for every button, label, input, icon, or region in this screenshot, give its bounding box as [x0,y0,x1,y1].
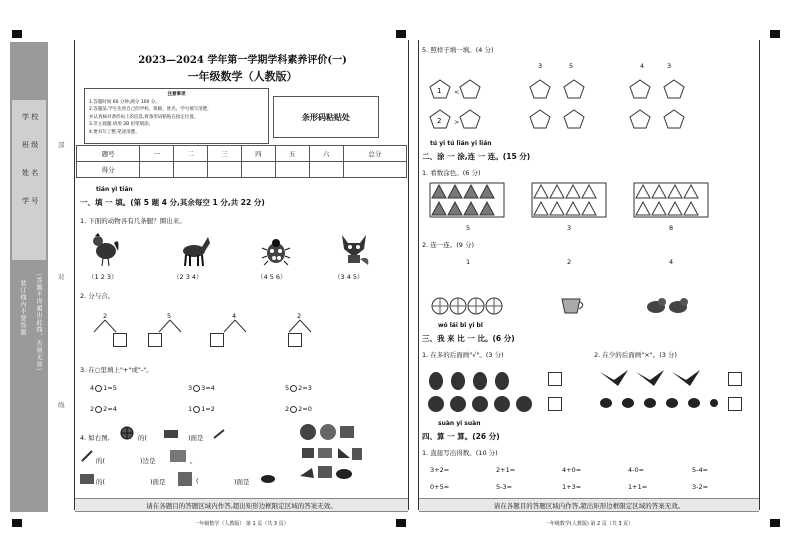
answer-circle[interactable] [290,385,297,392]
bead-icon [260,474,276,484]
horse-icon [178,235,210,267]
calc-item[interactable]: 5-3= [496,483,513,491]
apple-row-icon [426,394,542,414]
score-header-cell: 四 [241,146,275,162]
calc-item[interactable]: 1+1= [628,483,648,491]
score-header-cell: 二 [174,146,208,162]
barcode-area: 条形码粘贴处 [273,96,379,138]
calc-item[interactable]: 3+2= [430,466,450,474]
calc-item[interactable]: 0+5= [430,483,450,491]
score-header-cell: 六 [309,146,343,162]
q4-line3: 的( [96,478,106,486]
score-cell[interactable] [343,162,406,178]
page2-warning: 请在各题目的答题区域内作答,超出矩形边框限定区域的答案无效。 [419,498,759,512]
q3-text: 3. 在○里填上"+"或"-"。 [80,366,153,374]
shuttlecock-icon [170,450,186,462]
answer-circle[interactable] [290,406,297,413]
book-icon [80,474,94,484]
q4-line3: )面是 [234,478,250,486]
color-count: 5 [466,224,471,232]
name-label: 姓 名 [22,169,39,177]
split-lines [90,320,120,334]
split-lines [155,320,185,334]
section2-title: 二、涂 一 涂,连 一 连。(15 分) [422,152,531,161]
answer-box[interactable] [210,333,224,347]
score-header-cell: 题号 [77,146,140,162]
p2q1-text: 1. 看数涂色。(6 分) [422,169,481,177]
calc-item[interactable]: 3-2= [692,483,709,491]
score-header-cell: 总分 [343,146,406,162]
svg-text:2: 2 [437,117,442,125]
split-top: 2 [103,312,108,320]
calc-item[interactable]: 1+3= [562,483,582,491]
pencil-icon [212,428,226,440]
notice-title: 注意事项 [167,92,186,97]
page1-warning: 请在各题目的答题区域内作答,超出矩形边框限定区域的答案无效。 [75,498,408,512]
binding-note-2: 装订线内不要答题 [19,280,26,336]
q4-line3: )面是 [150,478,166,486]
q4-line3: ( [196,477,199,485]
rooster-icon [90,233,120,267]
registration-mark [12,519,22,527]
score-header-cell: 一 [140,146,174,162]
calc-item[interactable]: 2+1= [496,466,516,474]
q3-item: 4 1=5 [90,384,117,392]
registration-mark [770,519,780,527]
q5-text: 5. 照样子填一填。(4 分) [422,46,494,54]
split-top: 4 [232,312,237,320]
pineapple-row-icon [426,367,520,391]
q4-text: 4. 如右图, [80,434,110,442]
notice-box [84,88,269,144]
split-top: 5 [167,312,172,320]
xian-mark: 线 [58,401,65,409]
q5-num: 3 [667,62,672,70]
answer-box[interactable] [113,333,127,347]
answer-box[interactable] [548,372,562,386]
section4-title: 四、算 一 算。(26 分) [422,432,500,441]
school-label: 学 校 [22,113,39,121]
answer-box[interactable] [728,372,742,386]
p3q2-text: 2. 在少的后面画"×"。(3 分) [594,351,677,359]
p3q1-text: 1. 在多的后面画"√"。(3 分) [422,351,504,359]
q5-num: 5 [569,62,574,70]
registration-mark [770,30,780,38]
q4-line2: )边是 [140,457,156,465]
answer-circle[interactable] [193,385,200,392]
score-row-label: 得分 [77,162,140,178]
q4-line2: 。 [190,457,197,465]
split-lines [220,320,250,334]
pentagon-group [628,78,690,138]
match-number[interactable]: 1 [466,258,471,266]
q3-item: 2 2=4 [90,405,117,413]
q4-text-part: 的( [138,434,148,442]
eraser-icon [164,430,178,438]
q4-line2: 的( [96,457,106,465]
score-cell[interactable] [174,162,208,178]
answer-box[interactable] [728,397,742,411]
registration-mark [396,30,406,38]
score-cell[interactable] [241,162,275,178]
color-count: 3 [567,224,572,232]
notice-line: 1.答题时间 60 分钟,满分 100 分。 [89,99,160,105]
notice-line: 并认真核对条形码上的信息,将条形码粘贴在指定位置。 [89,114,199,120]
color-count: 8 [669,224,674,232]
dui-mark: 对 [58,273,65,281]
answer-box[interactable] [148,333,162,347]
q4-reference-picture [298,422,364,486]
answer-circle[interactable] [95,385,102,392]
binding-note: （答题不得超出此线，否则无效） [35,270,42,375]
swallow-row-icon [598,366,702,390]
pencil-icon [80,449,94,463]
q5-num: 3 [538,62,543,70]
split-lines [285,320,315,334]
q4-text-part: )面是 [188,434,204,442]
score-cell[interactable] [208,162,242,178]
notice-line: 3.非主观题:请用 2B 铅笔填涂。 [89,122,154,127]
teacup-icon [560,297,586,315]
notice-line: 4.要书写工整,笔迹清楚。 [89,129,140,135]
q1-option[interactable]: （1 2 3） [88,273,118,281]
q1-text: 1. 下面的动物各有几条腿？圈出来。 [80,217,186,225]
class-label: 班 级 [22,141,39,149]
calc-item[interactable]: 5-4= [692,466,709,474]
answer-box[interactable] [288,333,302,347]
section4-pinyin: suàn yi suàn [438,420,481,427]
q3-item: 3 3=4 [188,384,215,392]
fox-icon [338,233,370,267]
q5-sign: > [454,118,460,126]
svg-text:1: 1 [437,87,442,95]
q3-item: 5 2=3 [285,384,312,392]
score-header-cell: 五 [275,146,309,162]
q3-item: 1 1=2 [188,405,215,413]
q5-sign: < [454,88,460,96]
answer-box[interactable] [548,397,562,411]
notice-line: 2.答题前,学生先将自己的学校、班级、姓名、学号填写清楚, [89,107,209,112]
match-number[interactable]: 4 [669,258,674,266]
q1-option[interactable]: （2 3 4） [173,273,203,281]
q2-text: 2. 分与合。 [80,292,115,300]
triangle-grid [634,183,708,217]
student-info-strip [12,100,46,260]
triangle-grid [430,183,504,217]
section1-title: 一、填 一 填。(第 5 题 4 分,其余每空 1 分,共 22 分) [80,198,265,207]
beetle-row-icon [598,394,718,412]
score-cell[interactable] [275,162,309,178]
triangle-grid [532,183,606,217]
answer-circle[interactable] [95,406,102,413]
p4q1-text: 1. 直接写出得数。(10 分) [422,449,498,457]
registration-mark [12,30,22,38]
ladybug-icon [262,238,290,266]
student-id-label: 学 号 [22,197,39,205]
calc-item[interactable]: 4+0= [562,466,582,474]
tablet-icon [178,472,192,486]
birds-icon [644,296,692,316]
answer-circle[interactable] [193,406,200,413]
q3-item: 2 2=0 [285,405,312,413]
basketball-icon [120,426,134,440]
page1-title: 2023—2024 学年第一学期学科素养评价(一) [138,55,347,66]
section1-pinyin: tián yì tián [96,186,133,193]
pentagon-example [428,78,488,138]
pentagon-group [528,78,590,138]
section3-pinyin: wǒ lái bǐ yi bǐ [438,322,483,329]
score-cell[interactable] [309,162,343,178]
p2q2-text: 2. 连一连。(9 分) [422,241,475,249]
page1-subtitle: 一年级数学（人教版） [187,70,298,83]
q1-option[interactable]: （3 4 5） [334,273,364,281]
section3-title: 三、我 来 比 一 比。(6 分) [422,334,515,343]
orange-slices-icon [430,296,512,316]
dept-mark: 部 [58,141,65,149]
section2-pinyin: tú yi tú lián yi lián [430,140,492,147]
score-header-cell: 三 [208,146,242,162]
calc-item[interactable]: 4-0= [628,466,645,474]
q1-option[interactable]: （4 5 6） [257,273,287,281]
match-number[interactable]: 2 [567,258,572,266]
score-table [76,145,407,178]
q5-num: 4 [640,62,645,70]
page2-footer: 一年级数学(人教版) 第 2 页（共 3 页） [544,521,634,527]
score-cell[interactable] [140,162,174,178]
page1-footer: 一年级数学（人教版） 第 1 页（共 3 页） [194,521,289,527]
split-top: 2 [297,312,302,320]
